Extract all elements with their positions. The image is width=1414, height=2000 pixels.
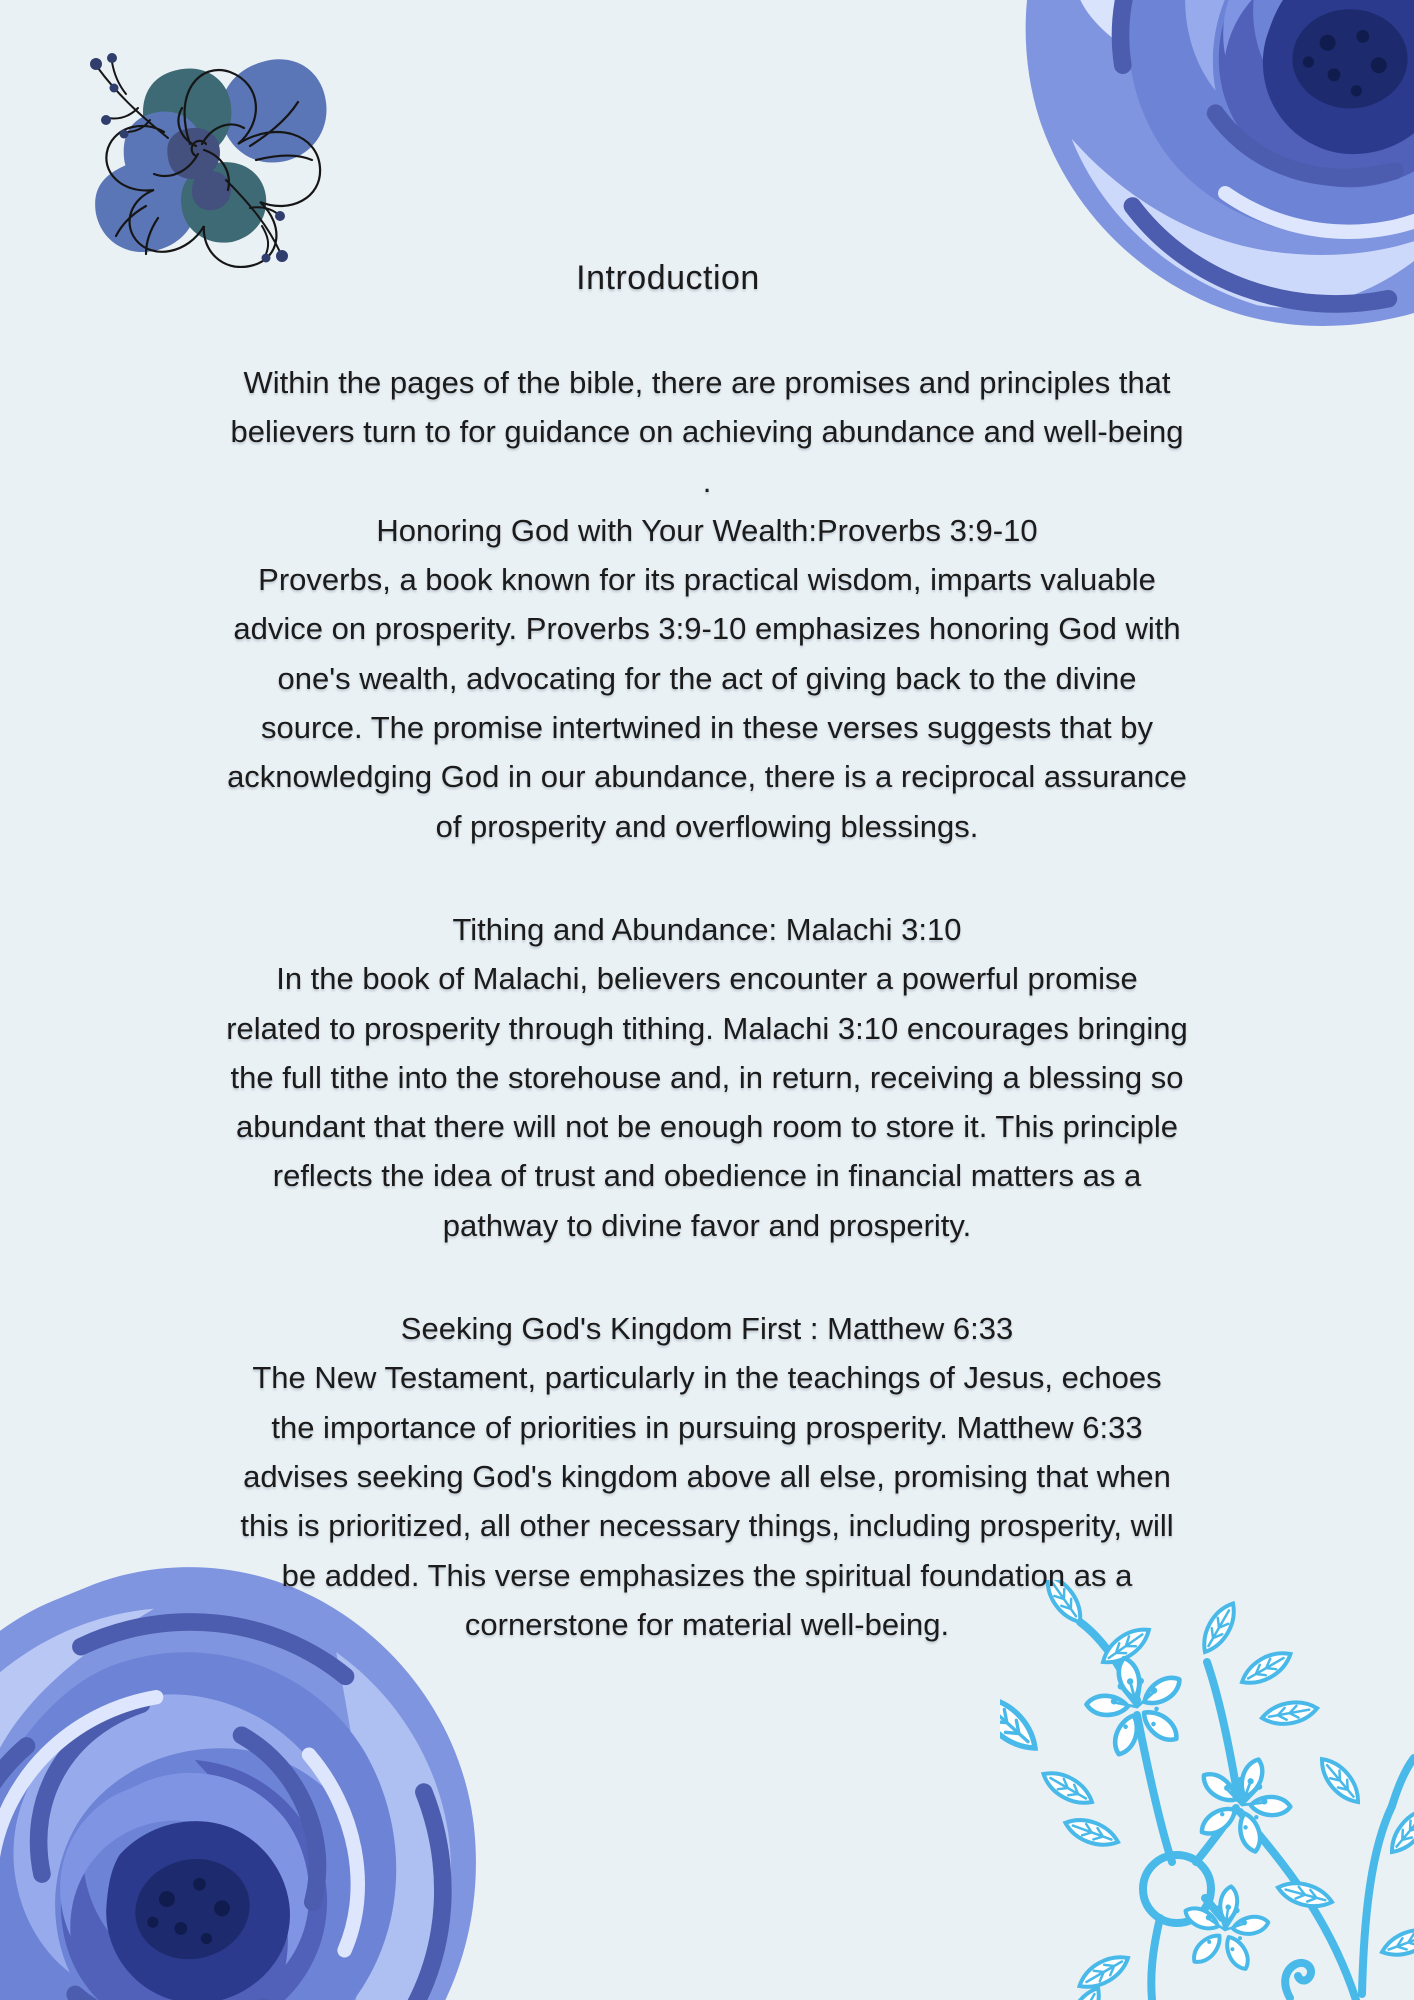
body-text-line: be added. This verse emphasizes the spiritual foundation as a <box>281 1557 1133 1593</box>
intro-text-line: believers turn to for guidance on achieving abundance and well-being <box>230 414 1184 450</box>
body-text-line: related to prosperity through tithing. Malachi 3:10 encourages bringing <box>226 1010 1188 1046</box>
body-text-line: advice on prosperity. Proverbs 3:9-10 emphasizes honoring God with <box>233 611 1181 647</box>
section-heading: Seeking God's Kingdom First : Matthew 6:33 <box>400 1311 1014 1347</box>
body-text-line: the full tithe into the storehouse and, in return, receiving a blessing so <box>230 1059 1184 1095</box>
body-text-line: one's wealth, advocating for the act of giving back to the divine <box>277 660 1137 696</box>
body-text-line: the importance of priorities in pursuing prosperity. Matthew 6:33 <box>271 1409 1143 1445</box>
body-text-line: abundant that there will not be enough room to store it. This principle <box>235 1109 1179 1145</box>
intro-text-line: . <box>702 463 712 499</box>
body-text-line: acknowledging God in our abundance, there is a reciprocal assurance <box>227 759 1187 795</box>
body-text-line: Proverbs, a book known for its practical wisdom, imparts valuable <box>258 562 1156 598</box>
intro-text-line: Within the pages of the bible, there are promises and principles that <box>243 365 1171 400</box>
body-text-line: cornerstone for material well-being. <box>464 1606 950 1642</box>
text-section <box>0 1304 1414 1649</box>
body-text-line: of prosperity and overflowing blessings. <box>435 808 979 844</box>
body-text-line: pathway to divine favor and prosperity. <box>442 1207 972 1243</box>
page-title: Introduction <box>576 259 760 297</box>
section-heading: Tithing and Abundance: Malachi 3:10 <box>452 911 962 947</box>
body-text-line: advises seeking God's kingdom above all else, promising that when <box>243 1458 1171 1494</box>
body-text-line: The New Testament, particularly in the teachings of Jesus, echoes <box>252 1360 1162 1396</box>
text-section <box>0 506 1414 851</box>
body-text-line: source. The promise intertwined in these verses suggests that by <box>261 710 1153 746</box>
text-section <box>0 905 1414 1250</box>
body-text-line: In the book of Malachi, believers encounter a powerful promise <box>276 961 1138 997</box>
body-text <box>0 358 1414 1649</box>
section-heading: Honoring God with Your Wealth:Proverbs 3:9-10 <box>376 512 1038 548</box>
body-text-line: reflects the idea of trust and obedience in financial matters as a <box>272 1158 1142 1194</box>
body-text-line: this is prioritized, all other necessary things, including prosperity, will <box>240 1508 1174 1544</box>
